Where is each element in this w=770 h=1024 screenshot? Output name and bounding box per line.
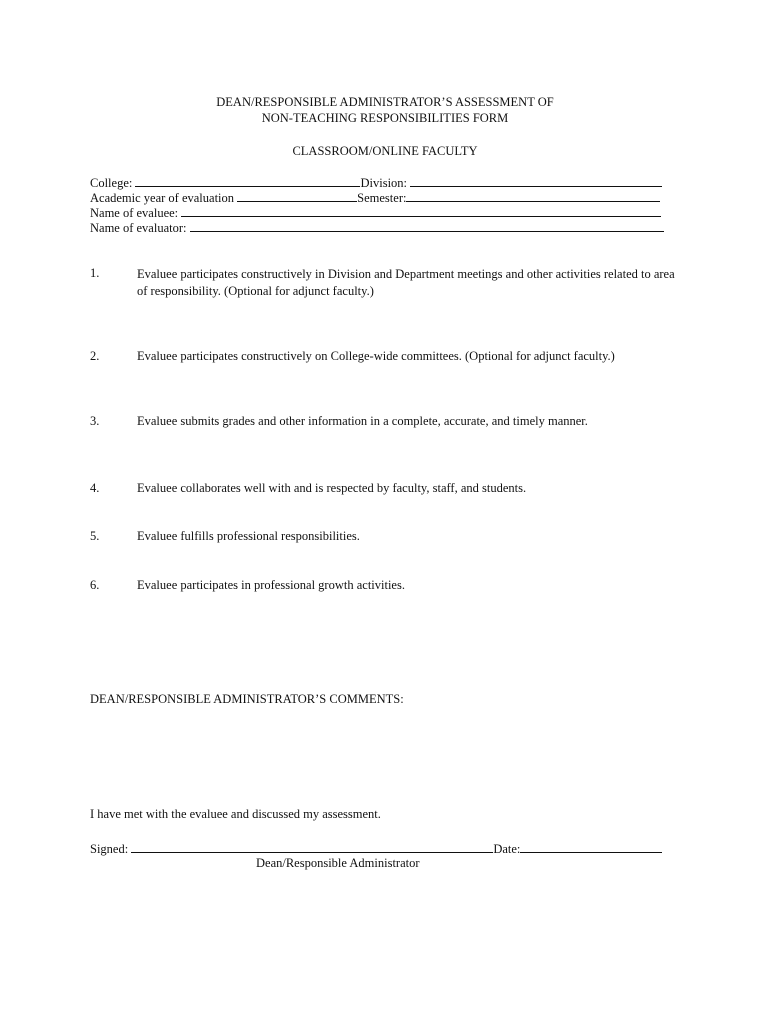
- item-number: 1.: [90, 266, 100, 280]
- item-text: Evaluee participates constructively on College-wide committees. (Optional for adjunct faculty.): [137, 349, 615, 363]
- item-number: 5.: [90, 529, 100, 543]
- semester-label: Semester:: [357, 191, 407, 205]
- signature-field[interactable]: [131, 840, 493, 853]
- evaluee-name-field[interactable]: [181, 204, 661, 217]
- comments-heading: DEAN/RESPONSIBLE ADMINISTRATOR’S COMMENTS:: [90, 692, 404, 706]
- assessment-statement: I have met with the evaluee and discussed my assessment.: [90, 807, 381, 821]
- evaluee-label: Name of evaluee:: [90, 206, 179, 220]
- academic-year-label: Academic year of evaluation: [90, 191, 235, 205]
- item-text: Evaluee participates constructively in Division and Department meetings and other activities related to area of responsibility. (Optional for adjunct faculty.): [137, 267, 675, 298]
- signature-row: [90, 840, 670, 855]
- item-number: 2.: [90, 349, 100, 363]
- date-field[interactable]: [520, 840, 662, 853]
- college-division-row: [90, 174, 670, 189]
- item-number: 4.: [90, 481, 100, 495]
- semester-field[interactable]: [406, 189, 660, 202]
- item-number: 3.: [90, 414, 100, 428]
- year-semester-row: [90, 189, 670, 204]
- evaluator-row: [90, 219, 670, 234]
- evaluator-label: Name of evaluator:: [90, 221, 187, 235]
- division-field[interactable]: [410, 174, 662, 187]
- signed-label: Signed:: [90, 842, 129, 856]
- division-label: Division:: [360, 176, 408, 190]
- evaluee-row: [90, 204, 670, 219]
- form-title-line-2: NON-TEACHING RESPONSIBILITIES FORM: [261, 111, 509, 125]
- item-number: 6.: [90, 578, 100, 592]
- form-title-line-1: DEAN/RESPONSIBLE ADMINISTRATOR’S ASSESSMENT OF: [216, 95, 554, 109]
- form-subtitle: CLASSROOM/ONLINE FACULTY: [292, 144, 478, 158]
- date-label: Date:: [493, 842, 521, 856]
- college-field[interactable]: [135, 174, 360, 187]
- item-text: Evaluee fulfills professional responsibilities.: [137, 529, 360, 543]
- item-text: Evaluee collaborates well with and is respected by faculty, staff, and students.: [137, 481, 527, 495]
- academic-year-field[interactable]: [237, 189, 357, 202]
- signer-role: Dean/Responsible Administrator: [256, 856, 420, 870]
- college-label: College:: [90, 176, 133, 190]
- evaluator-name-field[interactable]: [190, 219, 664, 232]
- item-text: Evaluee participates in professional growth activities.: [137, 578, 405, 592]
- item-text: Evaluee submits grades and other information in a complete, accurate, and timely manner.: [137, 414, 588, 428]
